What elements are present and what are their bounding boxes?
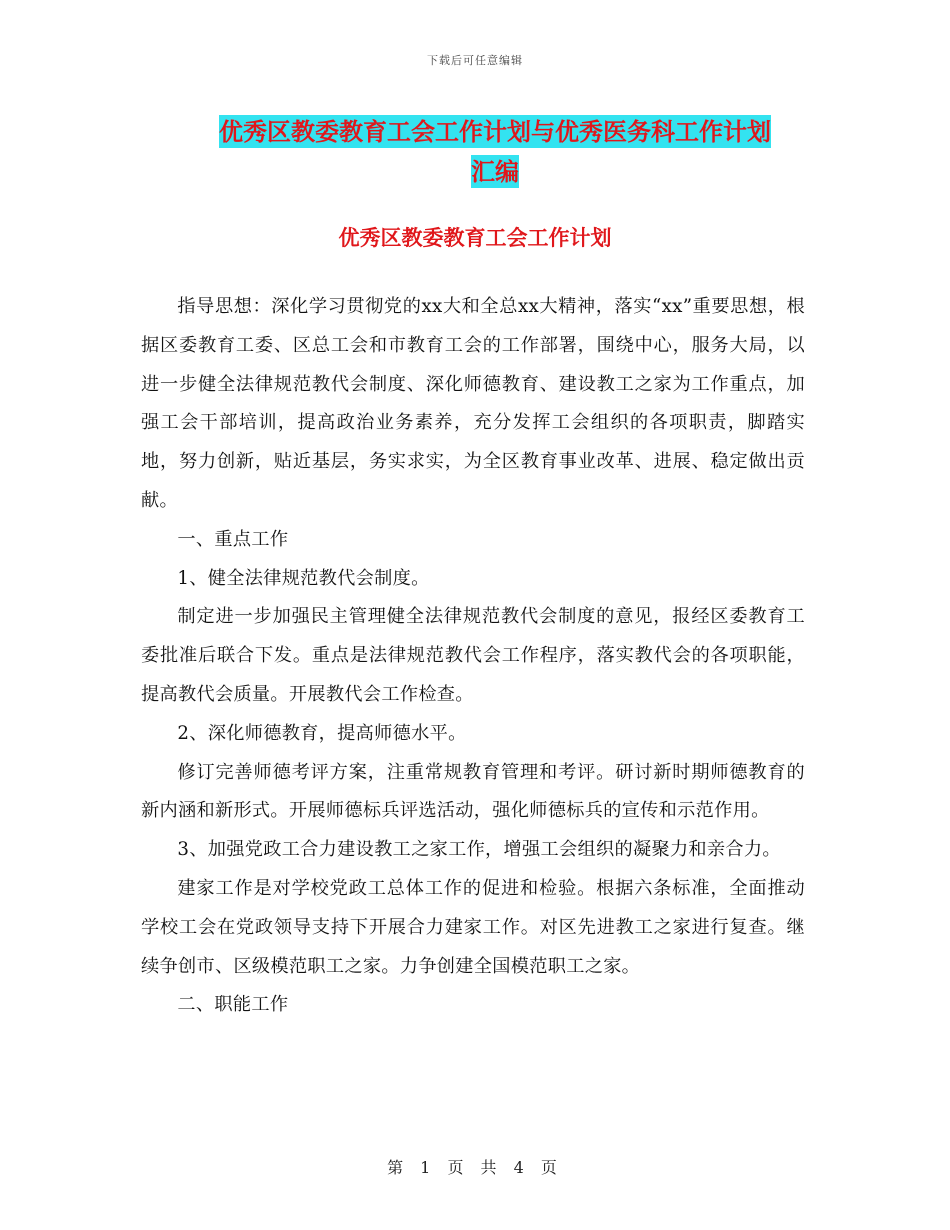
document-body — [141, 288, 805, 1025]
document-title — [120, 112, 870, 192]
paragraph: 一、重点工作 — [177, 528, 289, 550]
paragraph: 3、加强党政工合力建设教工之家工作，增强工会组织的凝聚力和亲合力。 — [177, 839, 781, 861]
paragraph: 指导思想：深化学习贯彻党的xx大和全总xx大精神，落实“xx”重要思想，根据区委教育工委、区总工会和市教育工会的工作部署，围绕中心，服务大局，以进一步健全法律规范教代会制度、深化师德教育、建设教工之家为工作重点，加强工会干部培训，提高政治业务素养，充分发挥工会组织的各项职责，脚踏实地，努力创新，贴近基层，务实求实，为全区教育事业改革、进展、稳定做出贡献。 — [141, 296, 805, 511]
page-footer: 第 1 页 共 4 页 — [387, 1158, 563, 1177]
title-line-2: 汇编 — [471, 157, 519, 186]
title-line-1: 优秀区教委教育工会工作计划与优秀医务科工作计划 — [219, 117, 771, 146]
section-title: 优秀区教委教育工会工作计划 — [338, 225, 612, 250]
paragraph: 二、职能工作 — [177, 994, 289, 1016]
paragraph: 制定进一步加强民主管理健全法律规范教代会制度的意见，报经区委教育工委批准后联合下发。重点是法律规范教代会工作程序，落实教代会的各项职能，提高教代会质量。开展教代会工作检查。 — [141, 606, 805, 705]
paragraph: 建家工作是对学校党政工总体工作的促进和检验。根据六条标准，全面推动学校工会在党政领导支持下开展合力建家工作。对区先进教工之家进行复查。继续争创市、区级模范职工之家。力争创建全国模范职工之家。 — [141, 877, 805, 977]
paragraph: 1、健全法律规范教代会制度。 — [177, 567, 430, 589]
paragraph: 修订完善师德考评方案，注重常规教育管理和考评。研讨新时期师德教育的新内涵和新形式。开展师德标兵评选活动，强化师德标兵的宣传和示范作用。 — [141, 761, 805, 822]
header-note: 下载后可任意编辑 — [427, 54, 523, 67]
paragraph: 2、深化师德教育，提高师德水平。 — [177, 722, 467, 744]
